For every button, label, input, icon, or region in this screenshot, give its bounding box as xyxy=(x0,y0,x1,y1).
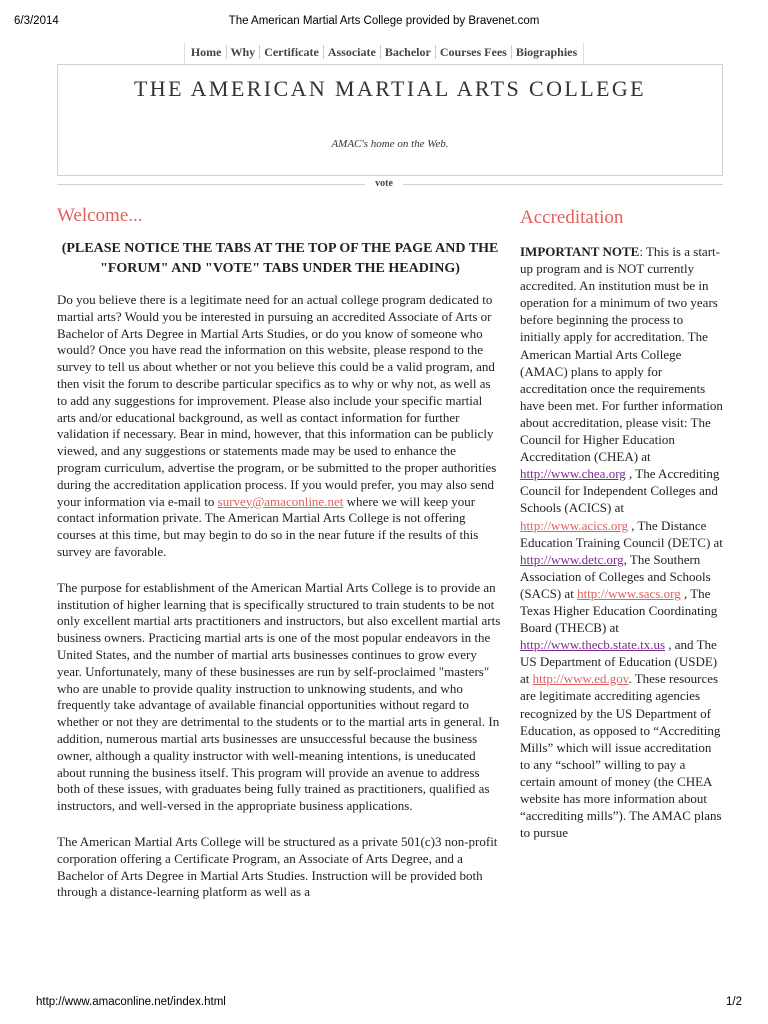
welcome-heading: Welcome... xyxy=(57,205,143,226)
print-url: http://www.amaconline.net/index.html xyxy=(36,996,226,1008)
tab-courses-fees[interactable]: Courses Fees xyxy=(436,45,512,59)
purpose-paragraph: The purpose for establishment of the American Martial Arts College is to provide an institution of higher learning that is specifically structured to train students to be not only excellent martial arts practitioners and instructors, but also excellent martial arts business owners. Practicing martial arts is one of the most popular endeavors in the United States, and the number of martial arts businesses continues to grow every year. Unfortunately, many of these businesses are run by self-proclaimed "masters" who are unable to provide quality instruction to unknowing students, and who frequently take advantage of available financial opportunities without regard to whether or not they are detrimental to the students or to the martial arts in general. In addition, numerous martial arts businesses are unsuccessful because the business owner, although a quality instructor with well-meaning intentions, is uneducated about running the business itself. This program will provide an avenue to address both of these issues, with graduates being fully trained as practitioners, qualified as instructors, and well-versed in the appropriate business applications. xyxy=(57,579,501,814)
sacs-link[interactable]: http://www.sacs.org xyxy=(577,585,681,601)
tab-vote[interactable]: vote xyxy=(365,178,403,189)
main-content xyxy=(57,200,503,920)
acc-text-1: : This is a start-up program and is NOT currently accredited. An institution must be in operation for a minimum of two years before beginning the process to initially apply for accreditation. The American Martial Arts College (AMAC) plans to apply for accreditation once the requirements have been met. For further information about accreditation, please visit: The Council for Higher Education Accreditation (CHEA) at xyxy=(520,244,723,465)
acc-text-3: , The Distance Education Training Council (DETC) at xyxy=(520,517,723,550)
tab-why[interactable]: Why xyxy=(227,45,261,59)
tab-home[interactable]: Home xyxy=(187,45,227,59)
tab-biographies[interactable]: Biographies xyxy=(515,45,578,59)
tab-associate[interactable]: Associate xyxy=(324,45,381,59)
tab-certificate[interactable]: Certificate xyxy=(260,45,324,59)
usde-link[interactable]: http://www.ed.gov xyxy=(532,671,629,687)
site-title: THE AMERICAN MARTIAL ARTS COLLEGE xyxy=(133,76,647,101)
intro-text-end: where we will keep your contact information private. The American Martial Arts College is not offering courses at this time, but may begin to do so in the near future if the results of this survey are favorable. xyxy=(57,493,479,559)
top-nav xyxy=(0,43,768,64)
acics-link[interactable]: http://www.acics.org xyxy=(520,517,628,533)
site-tagline: AMAC's home on the Web. xyxy=(331,138,449,150)
important-note-label: IMPORTANT NOTE xyxy=(520,244,640,259)
page-number: 1/2 xyxy=(726,996,742,1008)
tab-bachelor[interactable]: Bachelor xyxy=(381,45,436,59)
chea-link[interactable]: http://www.chea.org xyxy=(520,466,626,482)
print-footer xyxy=(36,996,742,1010)
acc-text-5: , The Texas Higher Education Coordinating Board (THECB) at xyxy=(520,585,718,636)
thecb-link[interactable]: http://www.thecb.state.tx.us xyxy=(520,637,666,653)
detc-link[interactable]: http://www.detc.org xyxy=(520,551,624,567)
print-date: 6/3/2014 xyxy=(14,15,59,27)
vote-tab-row xyxy=(0,178,768,189)
accreditation-text xyxy=(520,243,723,841)
print-header xyxy=(14,15,754,31)
intro-paragraph xyxy=(57,292,503,561)
print-page-title: The American Martial Arts College provided by Bravenet.com xyxy=(228,15,540,27)
survey-email-link[interactable]: survey@amaconline.net xyxy=(217,493,344,509)
acc-text-4: , The Southern Association of Colleges and Schools (SACS) at xyxy=(520,551,711,601)
structure-paragraph: The American Martial Arts College will be structured as a private 501(c)3 non-profit corporation offering a Certificate Program, an Associate of Arts Degree, and a Bachelor of Arts Degree in Martial Arts Studies. Instruction will be provided both through a distance-learning platform as well as a xyxy=(57,833,498,900)
site-header xyxy=(57,64,723,176)
acc-text-2: , The Accrediting Council for Independent Colleges and Schools (ACICS) at xyxy=(520,466,720,516)
accreditation-sidebar xyxy=(520,205,723,841)
accreditation-heading: Accreditation xyxy=(520,207,624,228)
nav-bar xyxy=(184,43,584,64)
notice-text: (PLEASE NOTICE THE TABS AT THE TOP OF THE PAGE AND THE "FORUM" AND "VOTE" TABS UNDER THE HEADING) xyxy=(61,241,499,276)
acc-text-7: . These resources are legitimate accrediting agencies recognized by the US Department of Education, as opposed to “Accrediting Mills” which will issue accreditation to any “school” willing to pay a certain amount of money (the CHEA website has more information about “accrediting mills”). The AMAC plans to pursue xyxy=(520,671,722,841)
acc-text-6: , and The US Department of Education (USDE) at xyxy=(520,637,718,687)
intro-text: Do you believe there is a legitimate need for an actual college program dedicated to martial arts? Would you be interested in pursuing an accredited Associate of Arts or Bachelor of Arts Degree in Martial Arts Studies, or do you know of someone who would? Once you have read the information on this website, please respond to the survey to tell us about whether or not you believe this could be a valid program, and then visit the forum to describe particular specifics as to why or why not, as well as to add any suggestions for improvement. Please also include your specific martial arts and/or educational background, as well as contact information for further validation if necessary. Bear in mind, however, that this information can be publicly viewed, and any suggestions or statements made may be used to enhance the program curriculum, advertise the program, or be submitted to the proper authorities during the accreditation application process. If you would prefer, you may also send your information via e-mail to xyxy=(57,292,497,509)
